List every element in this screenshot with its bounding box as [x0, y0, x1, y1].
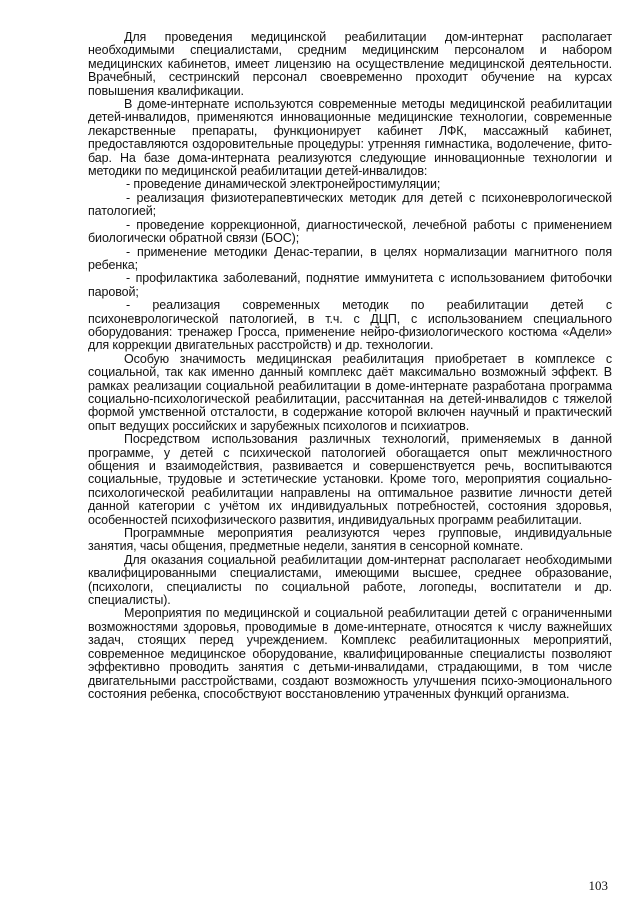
list-item-prevention: - профилактика заболеваний, поднятие иммунитета с использованием фитобочки паровой;	[88, 271, 612, 299]
list-item-rehabilitation-methods: - реализация современных методик по реабилитации детей с психоневрологической патологией, в т.ч. с ДЦП, с использованием специального оборудования: тренажер Гросса, применение нейро-физиологического костюма «Адели» для коррекции двигательных расстройств) и др. технологии.	[88, 298, 612, 353]
list-item-biofeedback: - проведение коррекционной, диагностической, лечебной работы с применением биологически обратной связи (БОС);	[88, 217, 612, 246]
paragraph-social-rehabilitation: Особую значимость медицинская реабилитация приобретает в комплексе с социальной, так как именно данный комплекс даёт максимально возможный эффект. В рамках реализации социальной реабилитации в доме-интернате разработана программа социально-психологической реабилитации, рассчитанная на детей-инвалидов с тяжелой формой умственной отсталости, в содержание которой включен научный и практический опыт ведущих российских и зарубежных психологов и психиатров.	[88, 351, 612, 433]
paragraph-social-specialists: Для оказания социальной реабилитации дом-интернат располагает необходимыми квалифицированными специалистами, имеющими высшее, среднее образование, (психологи, специалисты по социальной работе, логопеды, воспитатели и др. специалисты).	[88, 552, 612, 608]
list-item-denas-therapy: - применение методики Денас-терапии, в целях нормализации магнитного поля ребенка;	[88, 244, 612, 272]
paragraph-modern-methods: В доме-интернате используются современные методы медицинской реабилитации детей-инвалидов, применяются инновационные медицинские технологии, современные лекарственные препараты, функционирует кабинет ЛФК, массажный кабинет, предоставляются оздоровительные процедуры: утренняя гимнастика, водолечение, фито-бар. На базе дома-интерната реализуются следующие инновационные технологии и методики по медицинской реабилитации детей-инвалидов:	[88, 97, 612, 179]
paragraph-program-technologies: Посредством использования различных технологий, применяемых в данной программе, у детей с психической патологией обогащается опыт межличностного общения и взаимодействия, развивается и совершенствуется речь, воспитываются социальные, трудовые и эстетические установки. Кроме того, мероприятия социально-психологической реабилитации направлены на оптимальное развитие личности детей данной категории с учётом их индивидуальных потребностей, состояния здоровья, особенностей психофизического развития, индивидуальных программ реабилитации.	[88, 432, 612, 527]
paragraph-program-activities: Программные мероприятия реализуются через групповые, индивидуальные занятия, часы общения, предметные недели, занятия в сенсорной комнате.	[88, 526, 612, 554]
document-page	[88, 31, 612, 701]
page-number: 103	[588, 878, 608, 893]
paragraph-conclusion: Мероприятия по медицинской и социальной реабилитации детей с ограниченными возможностями здоровья, проводимые в доме-интернате, относятся к числу важнейших задач, стоящих перед учреждением. Комплекс реабилитационных мероприятий, современное медицинское оборудование, квалифицированные специалисты позволяют эффективно проводить занятия с детьми-инвалидами, страдающими, в том числе двигательными расстройствами, создают возможность улучшения психо-эмоционального состояния ребенка, способствуют восстановлению утраченных функций организма.	[88, 606, 612, 701]
list-item-physiotherapy: - реализация физиотерапевтических методик для детей с психоневрологической патологией;	[88, 190, 612, 219]
paragraph-medical-staff: Для проведения медицинской реабилитации дом-интернат располагает необходимыми специалистами, средним медицинским персоналом и набором медицинских кабинетов, имеет лицензию на осуществление медицинской деятельности. Врачебный, сестринский персонал своевременно проходит обучение на курсах повышения квалификации.	[88, 30, 612, 98]
list-item-electroneurostimulation: - проведение динамической электронейростимуляции;	[126, 177, 441, 192]
